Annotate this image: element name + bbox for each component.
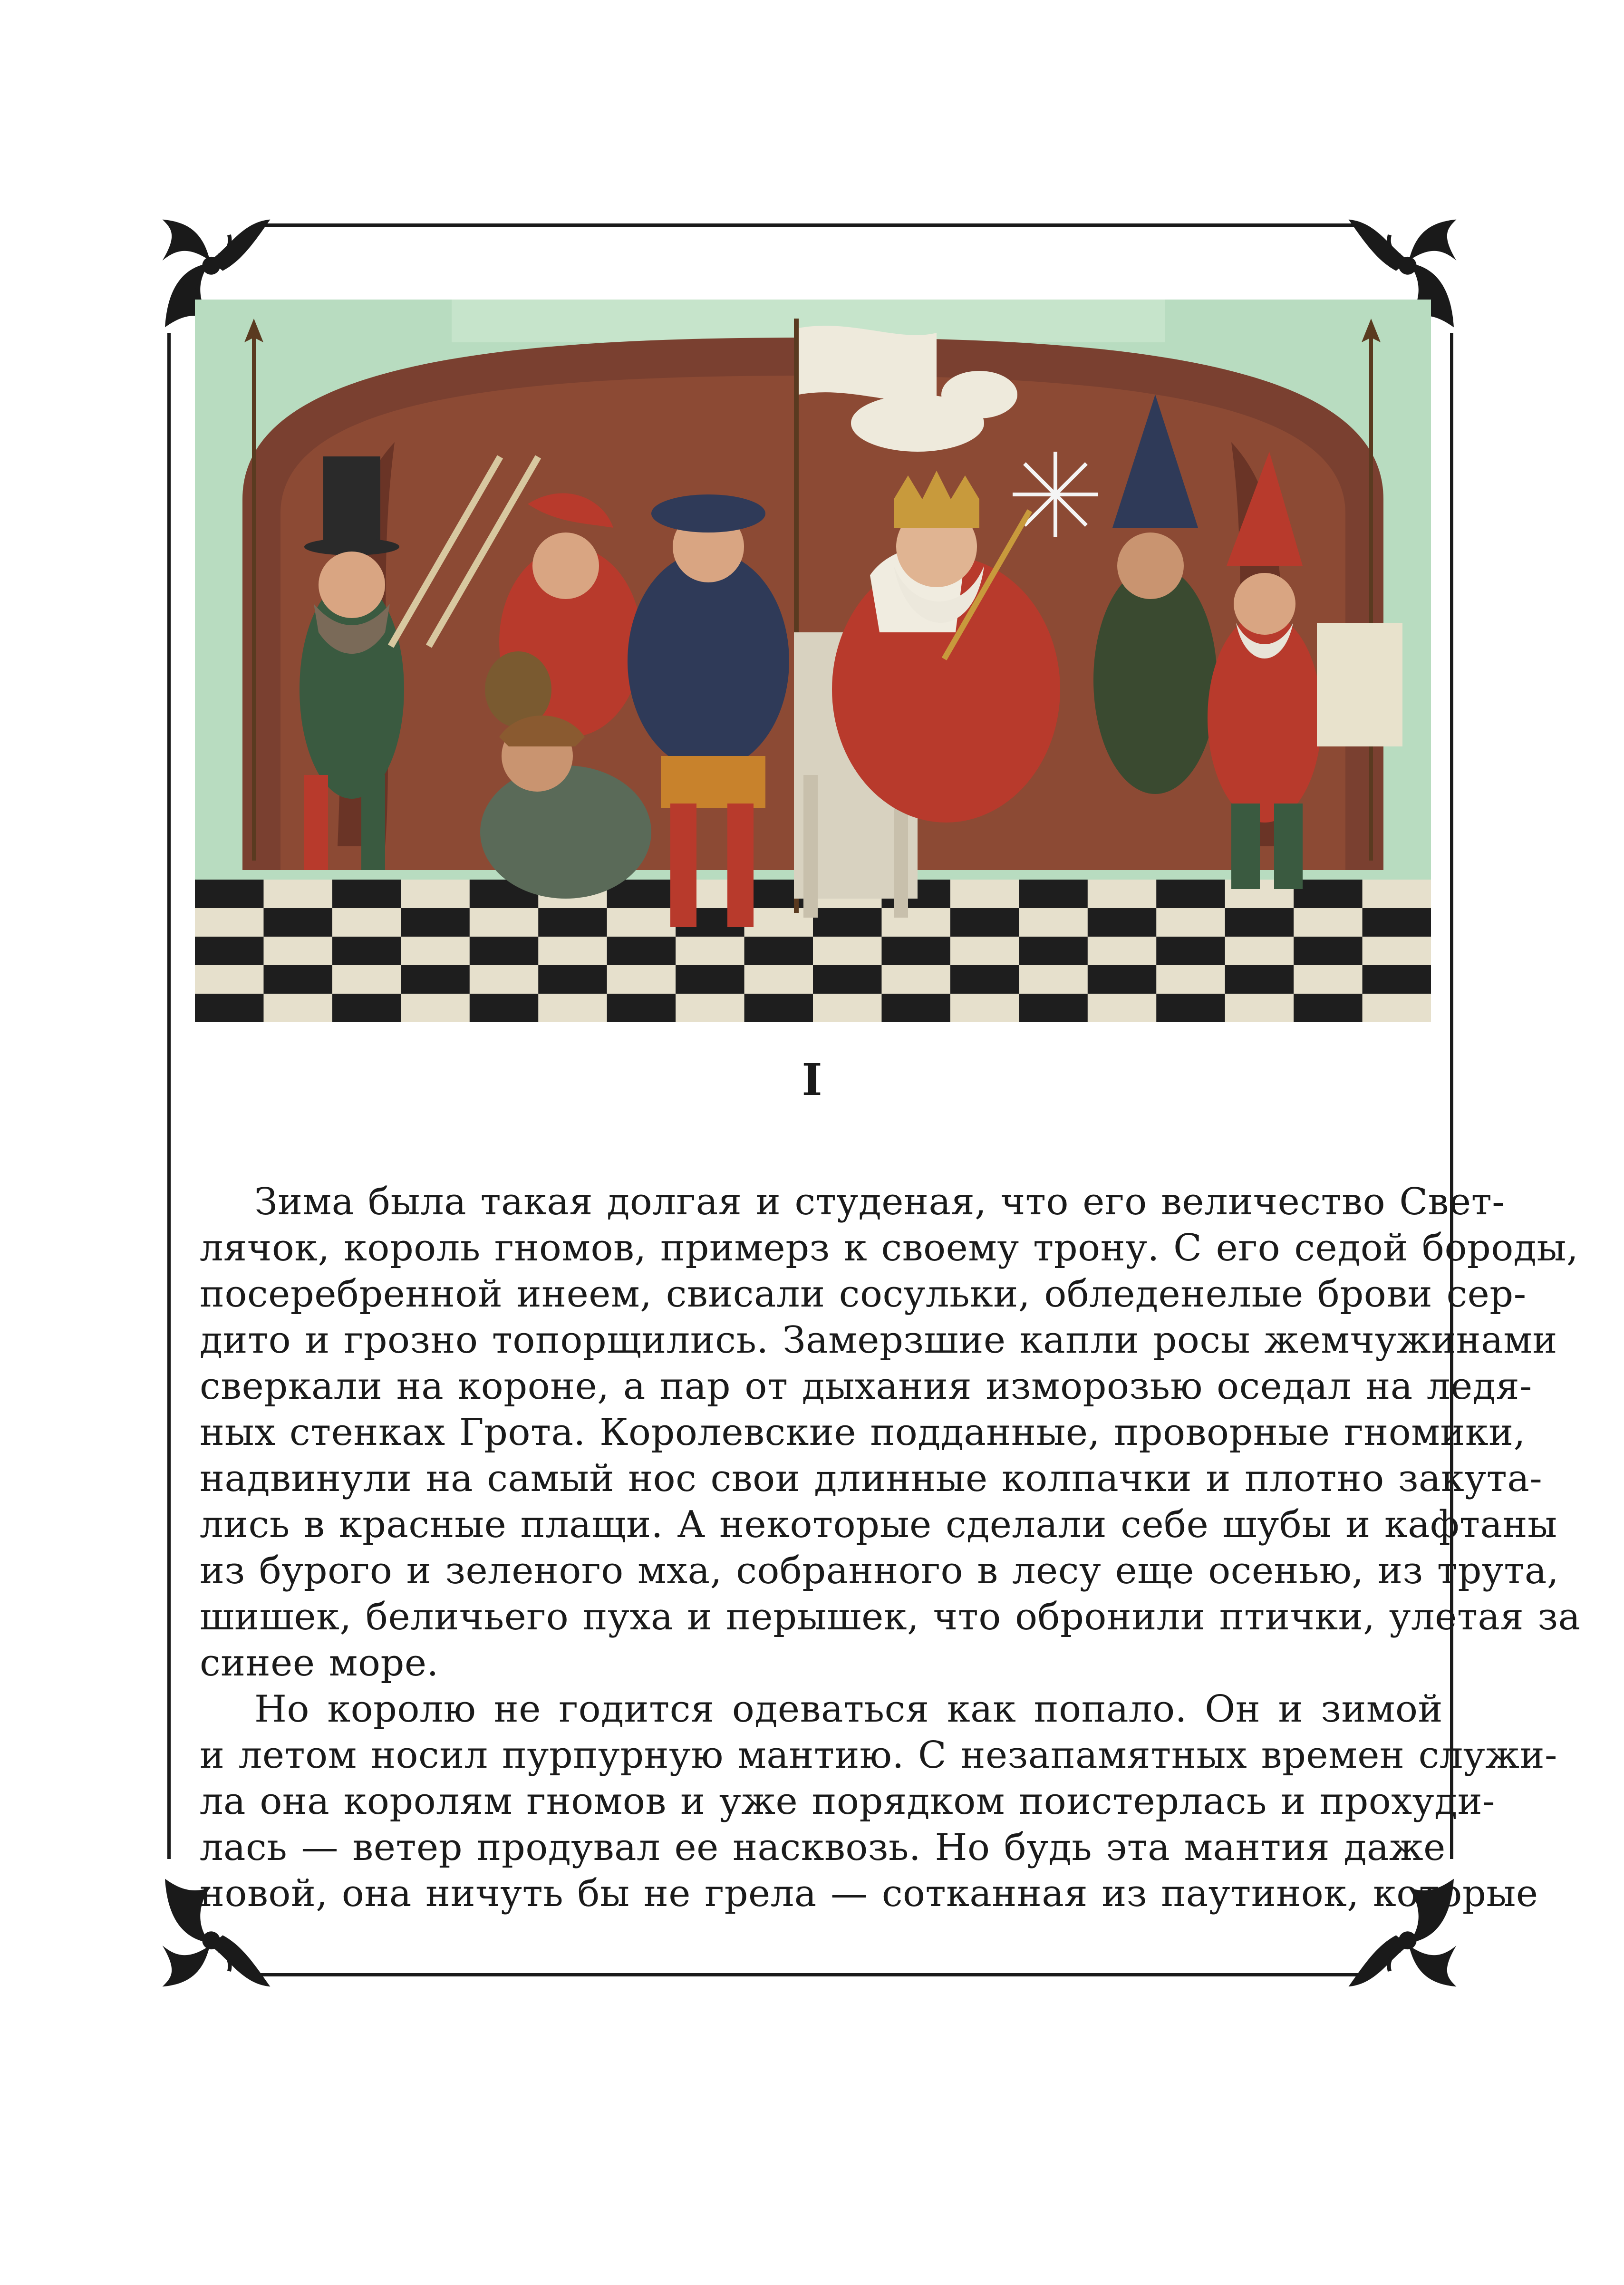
floor-tile (195, 937, 263, 965)
floor-tile (881, 937, 950, 965)
text-line: надвинули на самый нос свои длинные колпачки и плотно закута- (200, 1457, 1543, 1500)
floor-tile (470, 994, 538, 1022)
frame-top-border (259, 223, 1362, 227)
text-line: шишек, беличьего пуха и перышек, что обронили птички, улетая за (200, 1596, 1581, 1638)
floor-tile (263, 908, 332, 937)
floor-tile (1156, 880, 1225, 908)
floor-tile (263, 965, 332, 994)
floor-tile (813, 908, 881, 937)
floor-tile (813, 965, 881, 994)
text-line: из бурого и зеленого мха, собранного в лесу еще осенью, из трута, (200, 1549, 1559, 1592)
text-line: ных стенках Грота. Королевские подданные, проворные гномики, (200, 1411, 1526, 1454)
floor-tile (607, 994, 676, 1022)
chapter-number: I (802, 1054, 822, 1105)
text-line: ла она королям гномов и уже порядком поистерлась и прохуди- (200, 1780, 1496, 1823)
frame-bottom-border (259, 1973, 1362, 1976)
text-line: сверкали на короне, а пар от дыхания изморозью оседал на ледя- (200, 1365, 1532, 1408)
floor-tile (607, 937, 676, 965)
floor-tile (1019, 937, 1087, 965)
text-line: лись в красные плащи. А некоторые сделали себе шубы и кафтаны (200, 1503, 1557, 1546)
text-line: Но королю не годится одеваться как попало. Он и зимой (254, 1688, 1443, 1731)
floor-tile (401, 908, 469, 937)
floor-tile (1294, 994, 1362, 1022)
floor-tile (1225, 908, 1294, 937)
floor-tile (1225, 965, 1294, 994)
floor-tile (1294, 937, 1362, 965)
floor-tile (744, 937, 813, 965)
floor-tile (676, 965, 744, 994)
text-line: дито и грозно топорщились. Замерзшие капли росы жемчужинами (200, 1319, 1557, 1362)
floor-tile (332, 880, 401, 908)
text-line: лячок, король гномов, примерз к своему трону. С его седой бороды, (200, 1227, 1579, 1269)
floor-tile (195, 880, 263, 908)
floor-tile (950, 965, 1019, 994)
text-line: синее море. (200, 1642, 439, 1685)
floor-tile (470, 937, 538, 965)
floor-tile (950, 908, 1019, 937)
floor-tile (1156, 994, 1225, 1022)
floor-tile (1088, 908, 1156, 937)
chapter-body-text (200, 1179, 1581, 1917)
text-line: лась — ветер продувал ее насквозь. Но будь эта мантия даже (200, 1826, 1446, 1869)
floor-tile (1088, 965, 1156, 994)
floor-tile (401, 965, 469, 994)
gnome-king-court-illustration (195, 300, 1431, 1022)
floor-tile (744, 994, 813, 1022)
floor-tile (332, 994, 401, 1022)
floor-tile (1019, 880, 1087, 908)
floor-tile (881, 994, 950, 1022)
floor-tile (538, 908, 607, 937)
floor-tile (1019, 994, 1087, 1022)
floor-tile (195, 994, 263, 1022)
text-line: посеребренной инеем, свисали сосульки, обледенелые брови сер- (200, 1273, 1527, 1316)
text-line: Зима была такая долгая и студеная, что его величество Свет- (254, 1181, 1505, 1223)
text-line: и летом носил пурпурную мантию. С незапамятных времен служи- (200, 1734, 1557, 1777)
floor-tile (1363, 908, 1431, 937)
floor-tile (1294, 880, 1362, 908)
floor-tile (332, 937, 401, 965)
floor-tile (1156, 937, 1225, 965)
text-line: новой, она ничуть бы не грела — сотканная из паутинок, которые (200, 1872, 1538, 1915)
floor-tile (538, 965, 607, 994)
floor-tile (1363, 965, 1431, 994)
